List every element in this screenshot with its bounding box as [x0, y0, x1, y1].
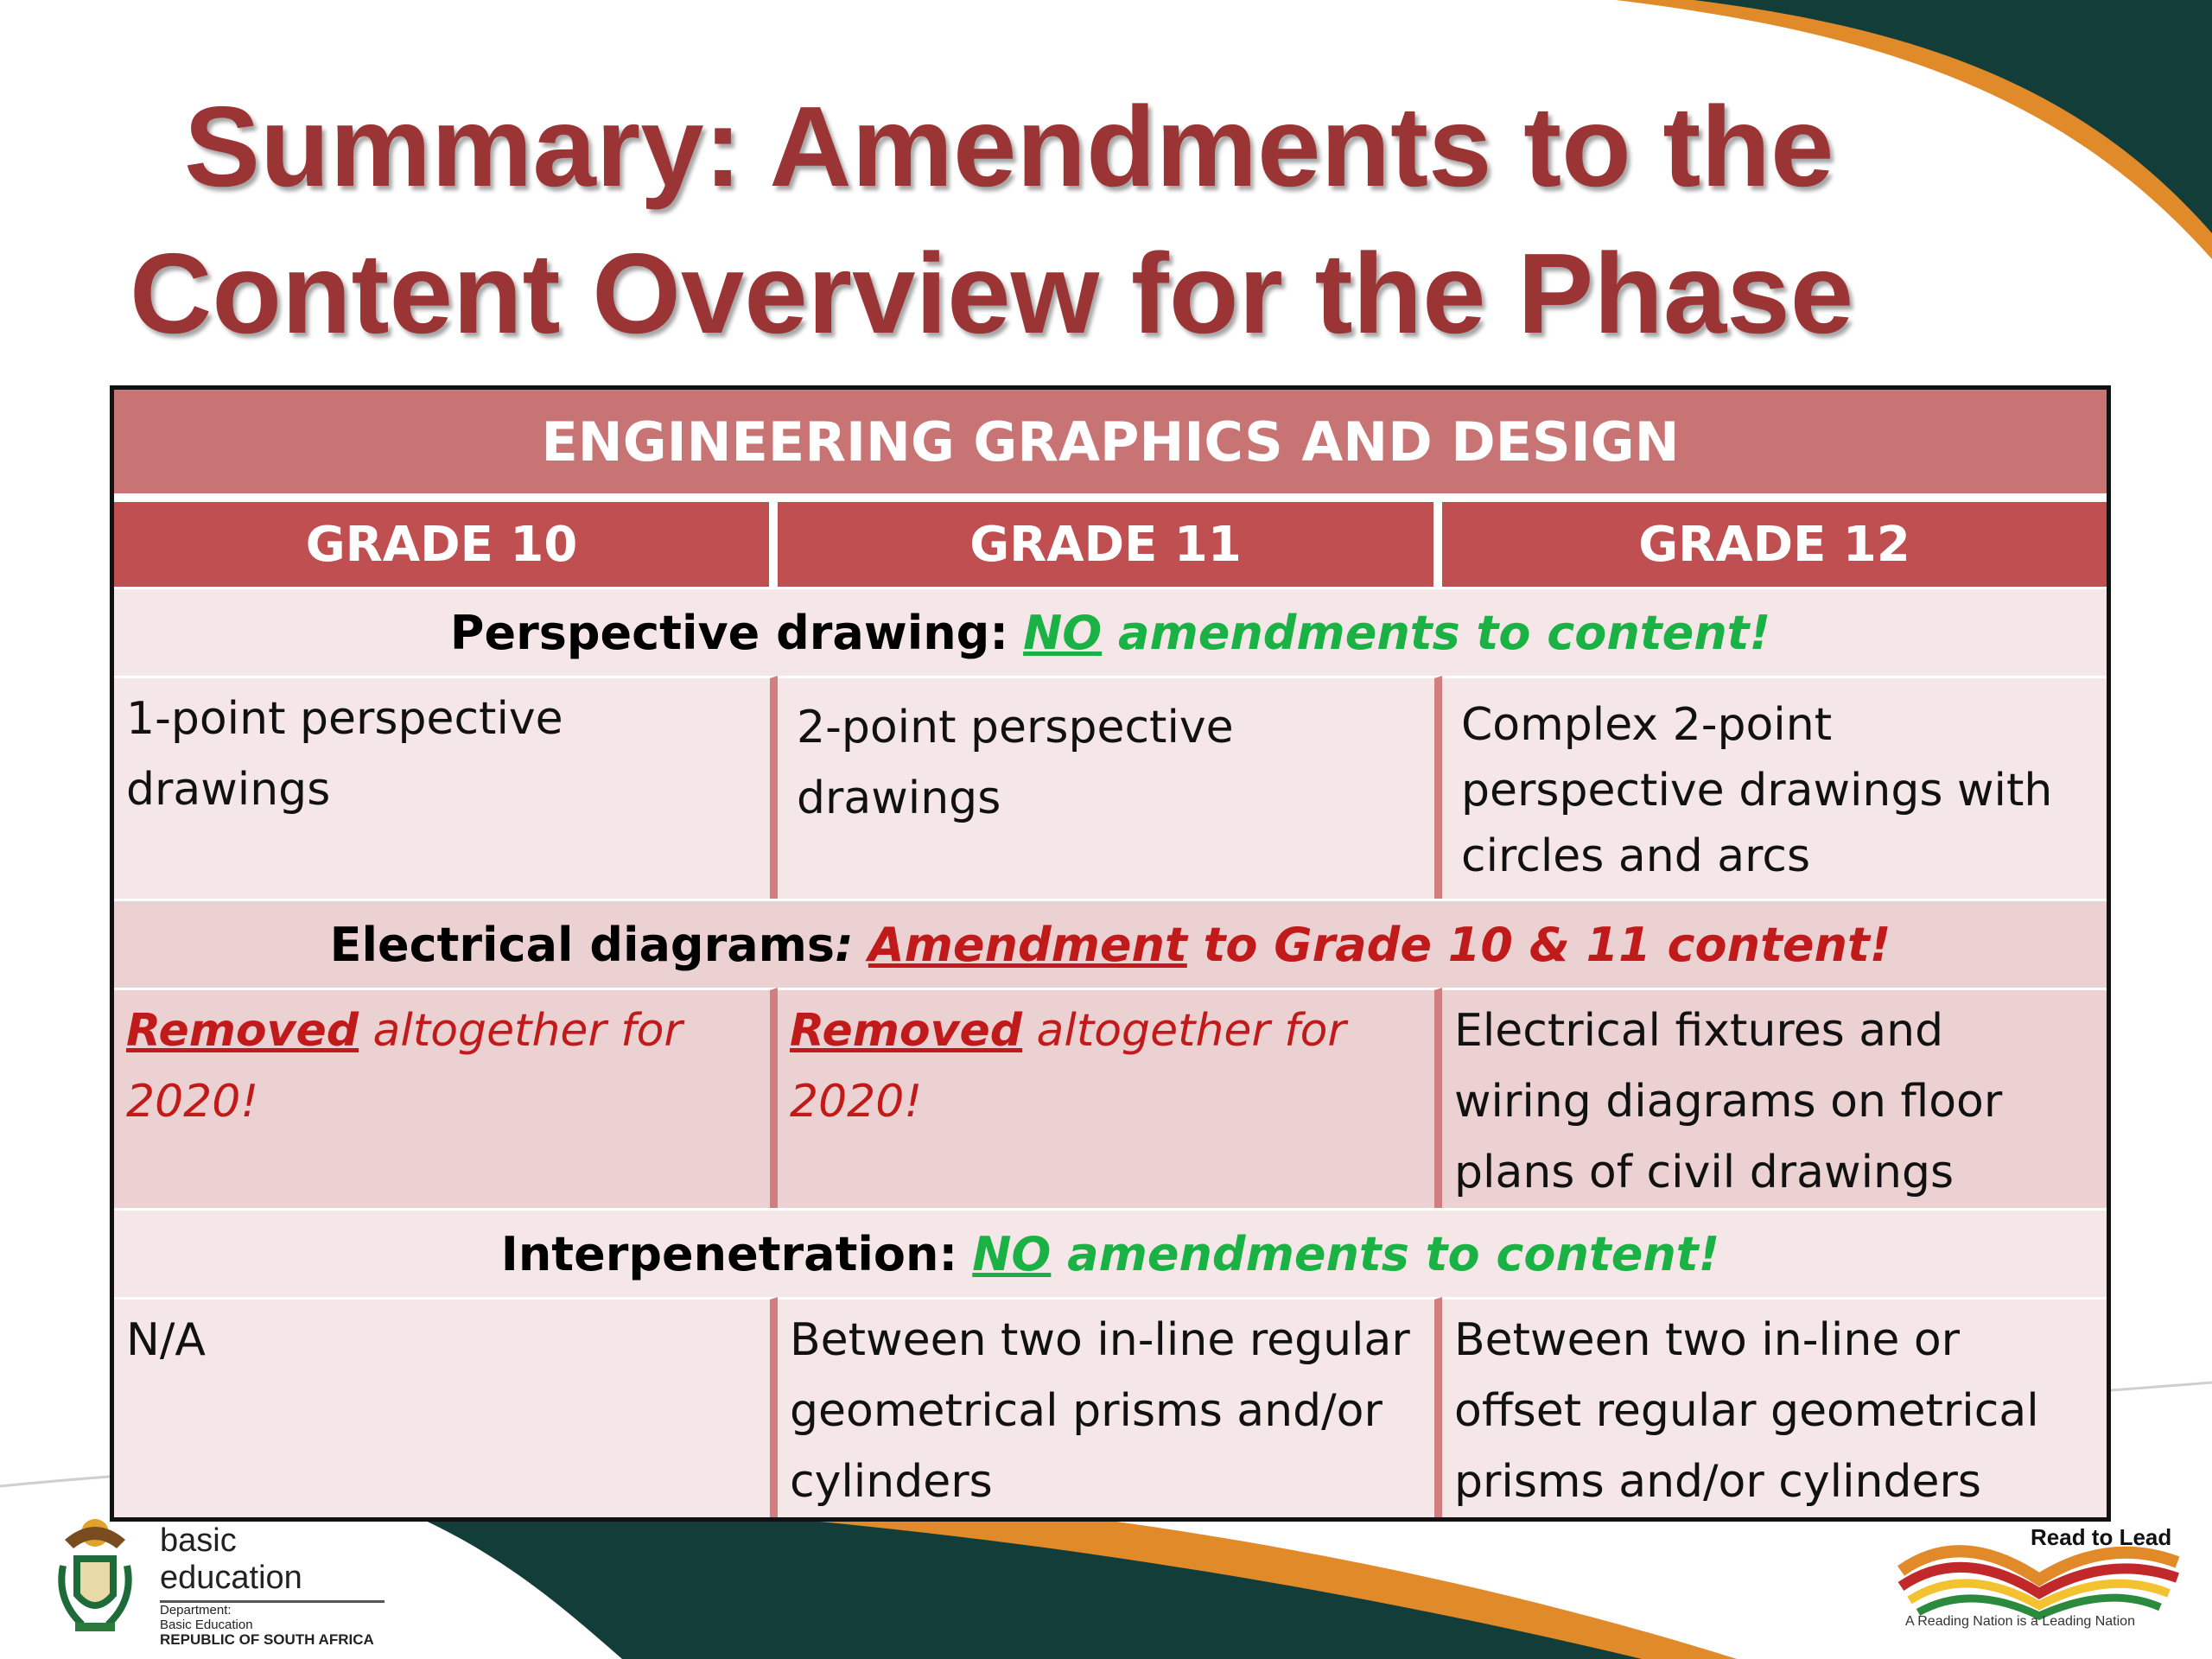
interpenetration-grade-11-cell: Between two in-line regular geometrical prisms and/or cylinders — [778, 1297, 1442, 1517]
campaign-tagline: A Reading Nation is a Leading Nation — [1905, 1614, 2135, 1629]
slide-title — [130, 73, 2074, 367]
electrical-status-lead: Amendment — [868, 917, 1187, 972]
electrical-grade-11-removed: Removed — [790, 1005, 1023, 1057]
perspective-section-header — [114, 587, 2107, 676]
dept-branding — [160, 1522, 385, 1647]
electrical-heading: Electrical diagrams — [329, 917, 836, 972]
interpenetration-status-rest: amendments to content! — [1051, 1226, 1720, 1281]
perspective-status-lead: NO — [1023, 605, 1103, 660]
perspective-grade-11-cell: 2-point perspective drawings — [778, 676, 1442, 899]
electrical-grade-10-removed-rest: altogether for 2020! — [126, 1005, 683, 1128]
electrical-grade-11-removed-rest: altogether for 2020! — [790, 1005, 1346, 1128]
slide-title-line-2: Content Overview for the Phase — [130, 230, 1854, 357]
grade-11-header: GRADE 11 — [778, 502, 1442, 587]
interpenetration-section-header — [114, 1208, 2107, 1297]
electrical-section-header — [114, 899, 2107, 988]
interpenetration-heading: Interpenetration: — [500, 1226, 958, 1281]
campaign-title: Read to Lead — [2031, 1524, 2172, 1550]
dept-line-3: REPUBLIC OF SOUTH AFRICA — [160, 1631, 374, 1648]
amendments-table — [110, 385, 2111, 1522]
interpenetration-grade-12-cell: Between two in-line or offset regular geometrical prisms and/or cylinders — [1442, 1297, 2107, 1517]
interpenetration-status-lead: NO — [972, 1226, 1052, 1281]
electrical-status-rest: to Grade 10 & 11 content! — [1186, 917, 1891, 972]
subject-header: ENGINEERING GRAPHICS AND DESIGN — [114, 390, 2107, 502]
electrical-grade-10-removed: Removed — [126, 1005, 359, 1057]
perspective-grade-10-cell: 1-point perspective drawings — [114, 676, 778, 899]
perspective-heading: Perspective drawing: — [449, 605, 1008, 660]
dept-line-2: Basic Education — [160, 1618, 253, 1632]
electrical-grade-12-cell: Electrical fixtures and wiring diagrams on floor plans of civil drawings — [1442, 988, 2107, 1208]
interpenetration-grade-10-cell: N/A — [114, 1297, 778, 1517]
grade-10-header: GRADE 10 — [114, 502, 778, 587]
electrical-heading-colon: : — [835, 917, 854, 972]
grade-12-header: GRADE 12 — [1442, 502, 2107, 587]
electrical-grade-11-cell — [778, 988, 1442, 1208]
dept-line-1: Department: — [160, 1603, 232, 1618]
slide-title-line-1: Summary: Amendments to the — [184, 83, 1834, 210]
electrical-grade-10-cell — [114, 988, 778, 1208]
perspective-status-rest: amendments to content! — [1102, 605, 1771, 660]
perspective-grade-12-cell: Complex 2-point perspective drawings with circles and arcs — [1442, 676, 2107, 899]
dept-name: basic education — [160, 1522, 385, 1603]
